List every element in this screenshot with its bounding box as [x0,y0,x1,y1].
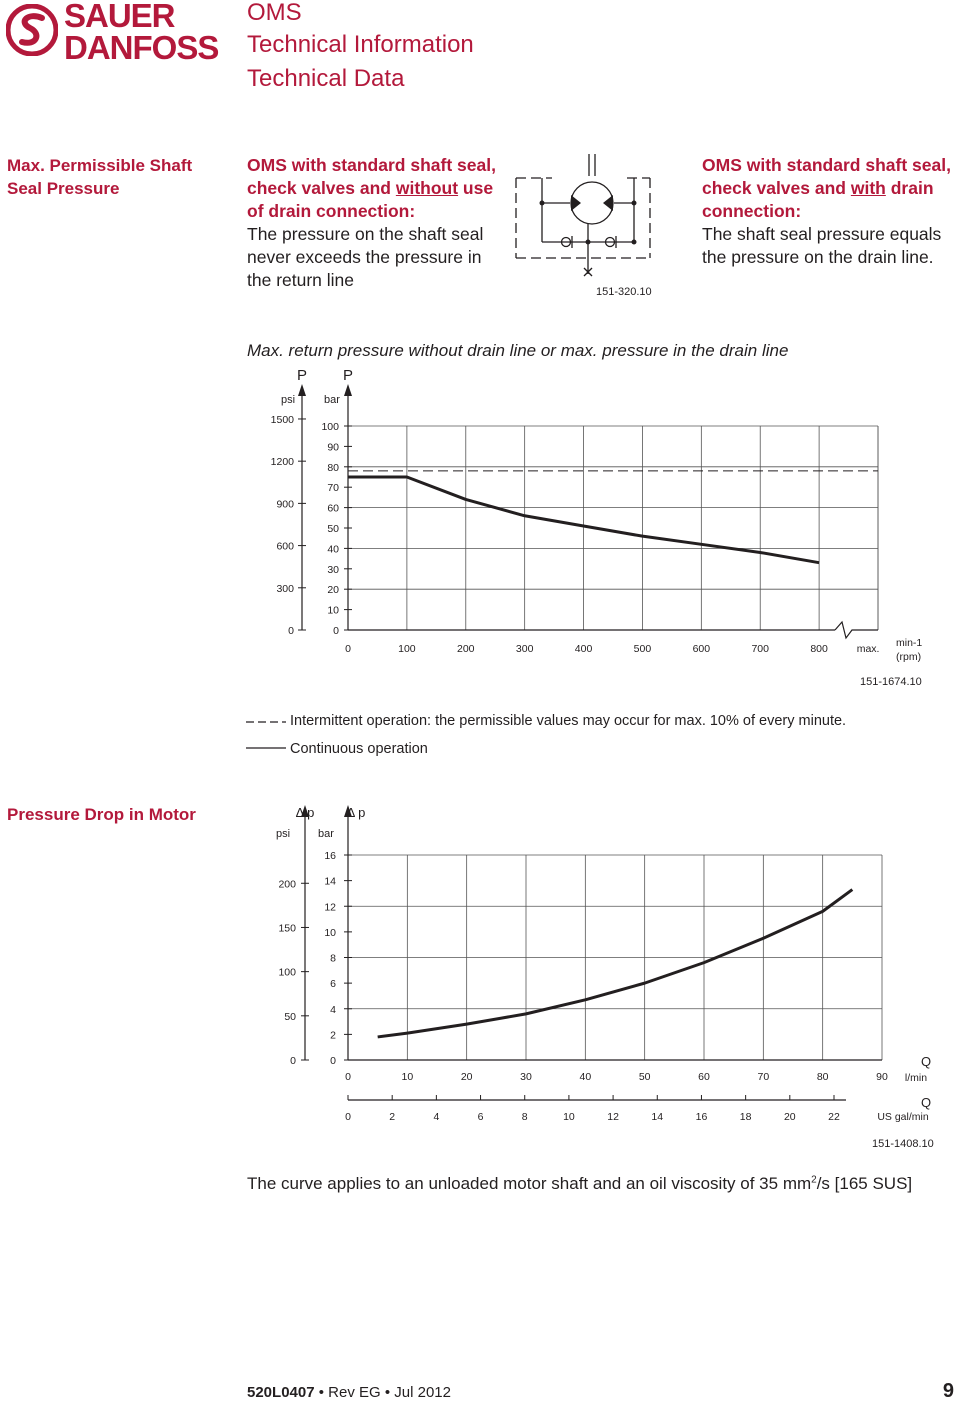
chart1-tick-label-x: 200 [457,643,475,655]
chart1-tick-label-x: 100 [398,643,416,655]
chart1-tick-label-bar: 80 [327,461,339,474]
chart1-tick-label-bar: 70 [327,482,339,495]
chart1-x-label: min-1 [896,637,923,649]
chart1-y-axis-arrow [298,384,306,396]
chart2-tick-label-usgal: 8 [521,1111,528,1123]
chart2-tick-label-bar: 2 [330,1029,336,1042]
chart1-tick-label-x: 600 [692,643,711,655]
chart2-unit-bar: bar [318,828,334,840]
chart2-tick-label-usgal: 16 [695,1111,708,1123]
chart1-y-label: P [296,368,308,384]
chart2-unit-usgal: US gal/min [877,1111,929,1123]
chart2-tick-label-lmin: 90 [876,1071,888,1083]
section-title-shaft-seal: Max. Permissible Shaft Seal Pressure [7,156,193,198]
chart1-tick-label-x: max. [856,643,880,655]
chart2-tick-label-usgal: 10 [563,1111,575,1123]
chart1-tick-label-bar: 20 [327,584,339,597]
chart2-tick-label-usgal: 2 [389,1111,396,1123]
chart1-tick-label-bar: 0 [333,625,339,637]
chart2-tick-label-usgal: 14 [651,1111,664,1123]
logo-text-sauer: SAUER [64,0,175,34]
chart1-tick-label-x: 700 [751,643,769,655]
chart1-tick-label-bar: 100 [321,421,339,433]
chart1-axis-break [835,622,878,638]
chart1-x-label: (rpm) [896,651,922,663]
chart2-tick-label-usgal: 4 [433,1111,440,1123]
chart2-tick-label-bar: 6 [330,978,336,991]
chart-max-return-pressure [260,368,940,668]
chart2-tick-label-usgal: 0 [345,1111,351,1123]
chart2-tick-label-lmin: 80 [816,1071,829,1083]
chart2-tick-label-lmin: 60 [698,1071,710,1083]
chart1-tick-label-x: 500 [633,643,652,655]
legend-intermittent: Intermittent operation: the permissible values may occur for max. 10% of every minute. [290,713,847,729]
chart2-tick-label-bar: 4 [330,1003,336,1016]
chart2-tick-label-usgal: 22 [828,1111,840,1123]
chart2-series-pressure-drop [378,890,853,1037]
chart2-tick-label-lmin: 0 [345,1071,351,1083]
chart1-tick-label-psi: 300 [276,582,294,595]
chart2-tick-label-psi: 200 [278,878,296,891]
chart1-tick-label-bar: 40 [327,543,339,556]
chart1-y-label: P [342,368,354,384]
chart2-tick-label-lmin: 70 [757,1071,770,1083]
chart2-reference: 151-1408.10 [872,1138,934,1150]
chart1-unit-psi: psi [280,394,296,406]
chart2-unit-psi: psi [275,828,291,840]
chart2-tick-label-lmin: 30 [520,1071,532,1083]
chart1-tick-label-x: 800 [810,643,828,655]
chart1-unit-bar: bar [324,394,340,406]
chart2-tick-label-lmin: 40 [579,1071,592,1083]
chart1-tick-label-x: 0 [345,643,351,655]
chart1-tick-label-psi: 1200 [270,456,294,469]
chart1-tick-label-bar: 60 [327,502,339,515]
legend-continuous: Continuous operation [290,741,428,757]
header-product: OMS [247,0,302,26]
chart2-tick-label-bar: 16 [324,850,336,862]
paragraph-with-drain: OMS with standard shaft seal, check valves and with drain connection: The shaft seal pressure equals the pressure on the drain line. [702,155,951,267]
hydraulic-schematic-diagram [512,150,662,282]
chart2-y-label: Δ p [295,805,315,820]
chart1-tick-label-psi: 0 [288,625,294,637]
chart2-tick-label-lmin: 20 [460,1071,473,1083]
logo-text-danfoss: DANFOSS [64,29,219,66]
chart2-tick-label-psi: 50 [284,1010,296,1023]
chart1-tick-label-bar: 30 [327,563,339,576]
chart2-tick-label-lmin: 10 [401,1071,414,1083]
chart1-title: Max. return pressure without drain line or max. pressure in the drain line [247,341,789,360]
chart2-x-label: Q [920,1054,932,1069]
chart2-y-label: Δ p [346,805,366,820]
chart2-tick-label-usgal: 6 [477,1111,484,1123]
chart-pressure-drop [260,800,950,1130]
chart1-reference: 151-1674.10 [860,676,922,688]
chart2-tick-label-usgal: 12 [607,1111,619,1123]
chart2-tick-label-bar: 12 [324,901,336,914]
header-section: Technical Data [247,65,405,92]
chart1-tick-label-x: 300 [515,643,534,655]
chart2-tick-label-psi: 150 [278,922,296,935]
chart2-tick-label-bar: 0 [330,1055,336,1067]
chart1-tick-label-x: 400 [574,643,593,655]
page-number: 9 [942,1380,954,1402]
chart1-tick-label-psi: 600 [276,540,294,553]
chart2-tick-label-bar: 10 [324,926,336,939]
paragraph-without-drain: OMS with standard shaft seal, check valves and without use of drain connection: The pressure on the shaft seal never exceeds the pressure in the return line [247,155,496,290]
chart1-y-axis-arrow [344,384,352,396]
chart2-tick-label-bar: 14 [324,875,336,888]
footer-document-info: 520L0407 • Rev EG • Jul 2012 [247,1384,451,1401]
chart2-x-label: Q [920,1095,932,1110]
chart1-tick-label-bar: 50 [327,523,339,535]
chart2-tick-label-psi: 0 [290,1055,296,1067]
chart1-tick-label-bar: 90 [327,441,339,454]
chart2-tick-label-bar: 8 [330,952,336,965]
section-title-pressure-drop: Pressure Drop in Motor [7,805,196,824]
chart1-tick-label-psi: 1500 [270,413,294,426]
header-doc-type: Technical Information [247,31,474,58]
sauer-danfoss-logo-icon [6,4,58,56]
chart2-tick-label-usgal: 20 [783,1111,796,1123]
chart2-tick-label-lmin: 50 [638,1071,651,1083]
chart2-tick-label-psi: 100 [278,966,296,979]
chart1-tick-label-bar: 10 [327,604,339,617]
legend-line-samples [246,714,290,754]
schematic-reference: 151-320.10 [596,286,652,298]
chart1-tick-label-psi: 900 [276,498,294,511]
chart2-tick-label-usgal: 18 [739,1111,752,1123]
chart2-unit-lmin: l/min [904,1072,928,1084]
viscosity-note: The curve applies to an unloaded motor shaft and an oil viscosity of 35 $mm^2/s$ [165 SUS] [247,1174,913,1193]
